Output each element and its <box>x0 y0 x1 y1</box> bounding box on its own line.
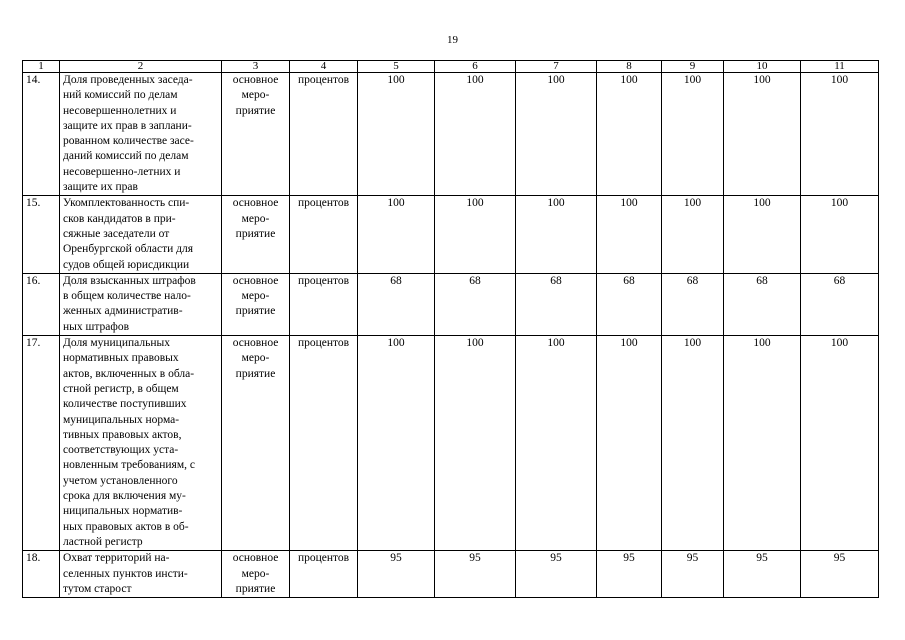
target-value: 100 <box>662 336 724 551</box>
indicator-name-line: ных правовых актов в об- <box>63 520 189 533</box>
column-number-cell: 8 <box>597 61 662 73</box>
measure-type <box>222 273 290 335</box>
indicator-name-line: судов общей юрисдикции <box>63 258 190 271</box>
target-value: 68 <box>662 273 724 335</box>
table-row <box>23 196 879 273</box>
indicator-name-line: несовершенно-летних и <box>63 165 181 178</box>
target-value: 100 <box>662 196 724 273</box>
target-value: 100 <box>516 73 597 196</box>
row-number: 15. <box>23 196 60 273</box>
target-value: 68 <box>516 273 597 335</box>
indicator-name-line: срока для включения му- <box>63 490 186 503</box>
measure-type-line: основное <box>232 337 279 350</box>
target-value: 68 <box>724 273 801 335</box>
indicator-name-line: несовершеннолетних и <box>63 104 177 117</box>
target-value: 68 <box>435 273 516 335</box>
indicator-name-line: актов, включенных в обла- <box>63 367 195 380</box>
unit-of-measure: процентов <box>290 336 358 551</box>
column-number-cell: 3 <box>222 61 290 73</box>
target-value: 100 <box>516 336 597 551</box>
indicator-name-line: стной регистр, в общем <box>63 382 179 395</box>
indicator-name-line: муниципальных норма- <box>63 413 180 426</box>
indicator-name <box>60 336 222 551</box>
unit-of-measure: процентов <box>290 551 358 598</box>
page-number: 19 <box>447 34 458 46</box>
measure-type-line: меро- <box>241 290 270 303</box>
column-number-cell: 1 <box>23 61 60 73</box>
target-value: 68 <box>801 273 879 335</box>
column-number-cell: 5 <box>358 61 435 73</box>
indicator-name-line: нормативных правовых <box>63 352 179 365</box>
indicator-name-line: сков кандидатов в при- <box>63 212 176 225</box>
target-value: 95 <box>724 551 801 598</box>
indicator-name-line: Укомплектованность спи- <box>63 197 190 210</box>
measure-type-line: меро- <box>241 567 270 580</box>
column-number-cell: 7 <box>516 61 597 73</box>
measure-type <box>222 196 290 273</box>
indicator-name-line: селенных пунктов инсти- <box>63 567 188 580</box>
target-value: 95 <box>435 551 516 598</box>
measure-type-line: приятие <box>235 367 276 380</box>
target-value: 100 <box>597 196 662 273</box>
row-number: 14. <box>23 73 60 196</box>
measure-type-line: основное <box>232 552 279 565</box>
measure-type-line: приятие <box>235 582 276 595</box>
target-value: 95 <box>516 551 597 598</box>
target-value: 100 <box>801 73 879 196</box>
indicator-name <box>60 551 222 598</box>
measure-type-line: приятие <box>235 227 276 240</box>
indicator-name <box>60 196 222 273</box>
target-value: 100 <box>724 336 801 551</box>
indicator-name-line: Доля проведенных заседа- <box>63 74 193 86</box>
target-value: 100 <box>435 336 516 551</box>
indicator-name-line: защите их прав <box>63 181 138 194</box>
measure-type <box>222 336 290 551</box>
target-value: 100 <box>597 73 662 196</box>
measure-type-line: основное <box>232 74 279 86</box>
indicator-name-line: учетом установленного <box>63 474 178 487</box>
target-value: 95 <box>662 551 724 598</box>
indicators-table <box>22 60 879 598</box>
column-number-cell: 11 <box>801 61 879 73</box>
measure-type-line: основное <box>232 197 279 210</box>
column-number-cell: 10 <box>724 61 801 73</box>
indicator-name <box>60 73 222 196</box>
column-number-cell: 9 <box>662 61 724 73</box>
measure-type-line: основное <box>232 274 279 287</box>
measure-type-line: меро- <box>241 89 270 102</box>
table-row <box>23 551 879 598</box>
target-value: 100 <box>516 196 597 273</box>
target-value: 100 <box>662 73 724 196</box>
measure-type-line: меро- <box>241 352 270 365</box>
target-value: 68 <box>358 273 435 335</box>
row-number: 17. <box>23 336 60 551</box>
target-value: 100 <box>801 336 879 551</box>
table-row <box>23 336 879 551</box>
indicator-name-line: ластной регистр <box>63 535 143 548</box>
target-value: 95 <box>358 551 435 598</box>
row-number: 18. <box>23 551 60 598</box>
measure-type-line: меро- <box>241 212 270 225</box>
target-value: 95 <box>597 551 662 598</box>
measure-type-line: приятие <box>235 305 276 318</box>
target-value: 100 <box>724 196 801 273</box>
indicator-name-line: в общем количестве нало- <box>63 290 191 303</box>
indicator-name-line: рованном количестве засе- <box>63 135 194 148</box>
target-value: 100 <box>724 73 801 196</box>
unit-of-measure: процентов <box>290 273 358 335</box>
target-value: 100 <box>358 336 435 551</box>
target-value: 100 <box>435 73 516 196</box>
measure-type <box>222 73 290 196</box>
column-number-row <box>23 61 879 73</box>
indicator-name-line: даний комиссий по делам <box>63 150 189 163</box>
indicator-name-line: защите их прав в заплани- <box>63 119 192 132</box>
target-value: 100 <box>358 196 435 273</box>
target-value: 100 <box>358 73 435 196</box>
target-value: 95 <box>801 551 879 598</box>
indicator-name-line: тивных правовых актов, <box>63 428 182 441</box>
indicator-name <box>60 273 222 335</box>
unit-of-measure: процентов <box>290 196 358 273</box>
indicator-name-line: сяжные заседатели от <box>63 227 170 240</box>
target-value: 100 <box>597 336 662 551</box>
target-value: 68 <box>597 273 662 335</box>
target-value: 100 <box>801 196 879 273</box>
indicator-name-line: Охват территорий на- <box>63 552 170 565</box>
column-number-cell: 2 <box>60 61 222 73</box>
unit-of-measure: процентов <box>290 73 358 196</box>
target-value: 100 <box>435 196 516 273</box>
indicator-name-line: Оренбургской области для <box>63 243 194 256</box>
indicator-name-line: новленным требованиям, с <box>63 459 195 472</box>
indicator-name-line: Доля взысканных штрафов <box>63 274 196 287</box>
indicator-name-line: Доля муниципальных <box>63 337 170 350</box>
column-number-cell: 6 <box>435 61 516 73</box>
measure-type <box>222 551 290 598</box>
indicator-name-line: соответствующих уста- <box>63 444 179 457</box>
indicator-name-line: ний комиссий по делам <box>63 89 178 102</box>
indicator-name-line: женных административ- <box>63 305 183 318</box>
indicator-name-line: тутом старост <box>63 582 132 595</box>
column-number-cell: 4 <box>290 61 358 73</box>
row-number: 16. <box>23 273 60 335</box>
table-row <box>23 273 879 335</box>
measure-type-line: приятие <box>235 104 276 117</box>
table-row <box>23 73 879 196</box>
indicator-name-line: ных штрафов <box>63 320 130 333</box>
indicator-name-line: количестве поступивших <box>63 398 187 411</box>
indicator-name-line: ниципальных норматив- <box>63 505 183 518</box>
